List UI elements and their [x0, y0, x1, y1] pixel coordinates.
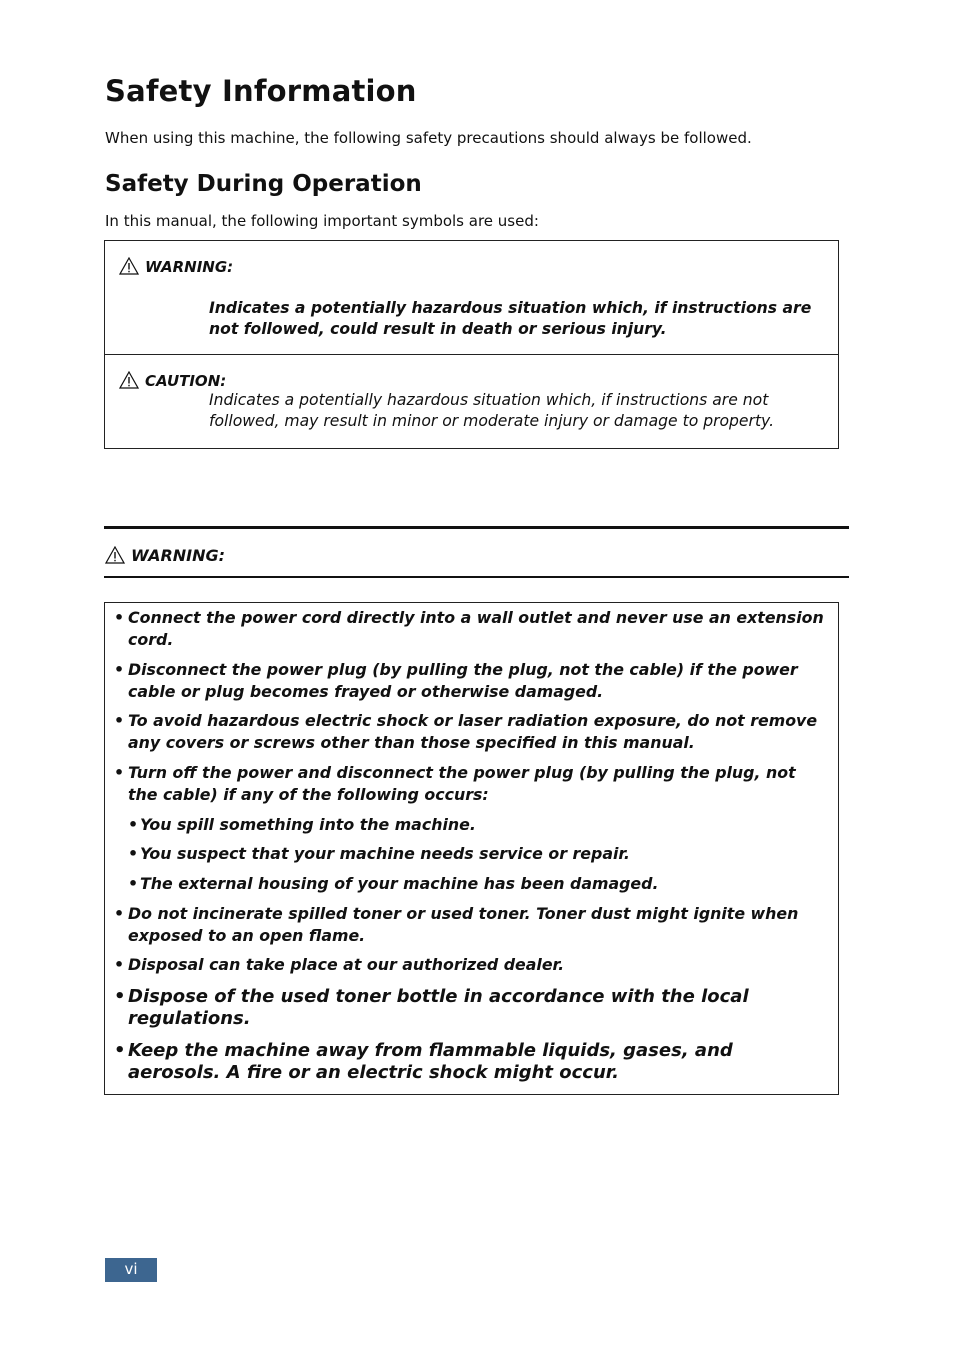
list-item: • Keep the machine away from flammable liquids, gases, and aerosols. A fire or an electric shock might occur.: [114, 1040, 733, 1083]
section-title: Safety During Operation: [105, 171, 422, 197]
list-item: • To avoid hazardous electric shock or laser radiation exposure, do not remove any covers or screws other than those specified in this manual.: [114, 711, 818, 752]
caution-symbol-row: [105, 355, 838, 448]
bullet: •: [128, 844, 139, 863]
warning-triangle-icon: [119, 257, 139, 275]
bullet: •: [114, 955, 125, 974]
list-item: • Disposal can take place at our authorized dealer.: [114, 955, 565, 974]
bullet: •: [114, 608, 125, 627]
page-title: Safety Information: [105, 74, 417, 108]
bullet: •: [114, 1040, 126, 1061]
bullet: •: [114, 660, 125, 679]
warning-symbol-label: WARNING:: [145, 258, 234, 276]
symbols-intro-text: In this manual, the following important symbols are used:: [105, 212, 539, 230]
warning-heading: [105, 546, 225, 565]
sub-list-item: • You suspect that your machine needs service or repair.: [128, 844, 630, 863]
bullet: •: [114, 711, 125, 730]
symbol-legend-box: [104, 240, 839, 449]
list-item: • Connect the power cord directly into a wall outlet and never use an extension cord.: [114, 608, 824, 649]
warning-symbol-row: [105, 241, 838, 355]
list-item: • Disconnect the power plug (by pulling the plug, not the cable) if the power cable or plug becomes frayed or otherwise damaged.: [114, 660, 798, 701]
caution-triangle-icon: [119, 371, 139, 389]
list-item: • Dispose of the used toner bottle in accordance with the local regulations.: [114, 986, 749, 1029]
bullet: •: [128, 815, 139, 834]
section-divider-thin: [104, 576, 849, 578]
intro-text: When using this machine, the following safety precautions should always be followed.: [105, 129, 752, 147]
bullet: •: [128, 874, 139, 893]
sub-list-item: • You spill something into the machine.: [128, 815, 476, 834]
caution-symbol-description: Indicates a potentially hazardous situation which, if instructions are not followed, may result in minor or moderate injury or damage to property.: [209, 391, 775, 430]
section-divider-thick: [104, 526, 849, 529]
bullet: •: [114, 904, 125, 923]
list-item: • Turn off the power and disconnect the power plug (by pulling the plug, not the cable) if any of the following occurs:: [114, 763, 796, 804]
page-number-badge: vi: [105, 1258, 157, 1282]
warning-symbol-description: Indicates a potentially hazardous situation which, if instructions are not followed, could result in death or serious injury.: [209, 299, 812, 338]
warning-list-box: [104, 602, 839, 1095]
bullet: •: [114, 986, 126, 1007]
sub-list-item: • The external housing of your machine has been damaged.: [128, 874, 659, 893]
warning-heading-triangle-icon: [105, 546, 125, 564]
list-item: • Do not incinerate spilled toner or used toner. Toner dust might ignite when exposed to an open flame.: [114, 904, 799, 945]
warning-heading-label: WARNING:: [131, 546, 226, 565]
caution-symbol-label: CAUTION:: [145, 372, 227, 390]
bullet: •: [114, 763, 125, 782]
